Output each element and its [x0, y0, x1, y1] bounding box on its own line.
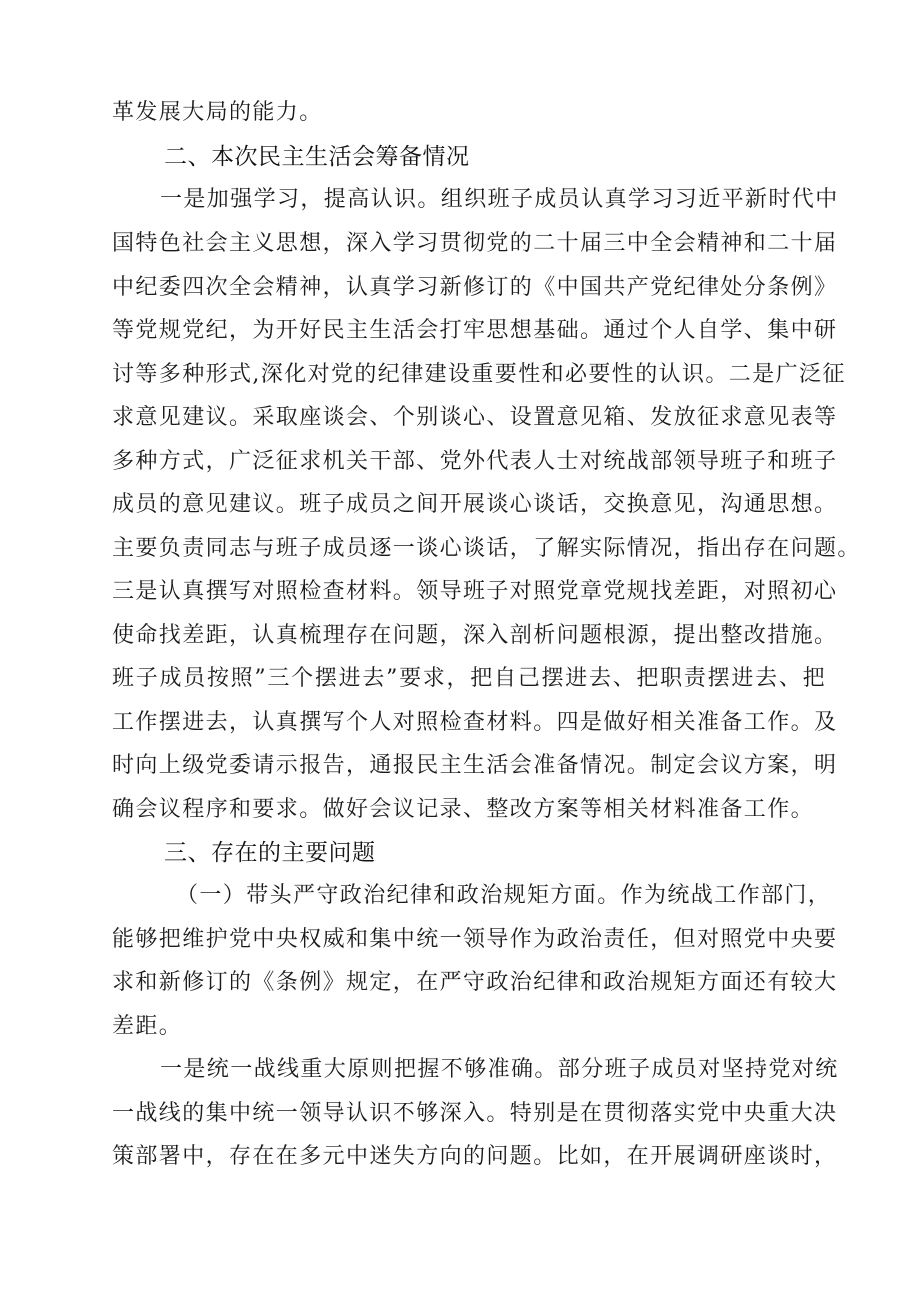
section-heading-3: 三、存在的主要问题	[164, 840, 376, 866]
paragraph-line: 班子成员按照”三个摆进去”要求，把自己摆进去、把职责摆进去、把	[112, 666, 826, 691]
paragraph-line: 确会议程序和要求。做好会议记录、整改方案等相关材料准备工作。	[112, 797, 815, 822]
subsection-line: （一）带头严守政治纪律和政治规矩方面。作为统战工作部门，	[176, 883, 832, 908]
paragraph-line: 一是统一战线重大原则把握不够准确。部分班子成员对坚持党对统	[160, 1057, 839, 1082]
paragraph-line: 中纪委四次全会精神，认真学习新修订的《中国共产党纪律处分条例》	[112, 275, 838, 300]
section-heading-2: 二、本次民主生活会筹备情况	[164, 144, 470, 170]
paragraph-line: 时向上级党委请示报告，通报民主生活会准备情况。制定会议方案，明	[112, 753, 838, 778]
paragraph-line: 成员的意见建议。班子成员之间开展谈心谈话，交换意见，沟通思想。	[112, 492, 838, 517]
paragraph-line: 策部署中，存在在多元中迷失方向的问题。比如，在开展调研座谈时，	[112, 1144, 838, 1169]
paragraph-line: 一战线的集中统一领导认识不够深入。特别是在贯彻落实党中央重大决	[112, 1101, 838, 1126]
paragraph-line: 三是认真撰写对照检查材料。领导班子对照党章党规找差距，对照初心	[112, 579, 838, 604]
paragraph-line: 一是加强学习，提高认识。组织班子成员认真学习习近平新时代中	[160, 187, 839, 212]
paragraph-line: 能够把维护党中央权威和集中统一领导作为政治责任，但对照党中央要	[112, 927, 838, 952]
paragraph-line: 等党规党纪，为开好民主生活会打牢思想基础。通过个人自学、集中研	[112, 318, 838, 343]
paragraph-line: 工作摆进去，认真撰写个人对照检查材料。四是做好相关准备工作。及	[112, 710, 838, 735]
paragraph-line: 国特色社会主义思想，深入学习贯彻党的二十届三中全会精神和二十届	[112, 231, 838, 256]
paragraph-line: 差距。	[112, 1014, 183, 1039]
paragraph-line: 使命找差距，认真梳理存在问题，深入剖析问题根源，提出整改措施。	[112, 623, 838, 648]
body-line: 革发展大局的能力。	[112, 100, 323, 125]
paragraph-line: 求意见建议。采取座谈会、个别谈心、设置意见箱、发放征求意见表等	[112, 405, 838, 430]
paragraph-line: 讨等多种形式,深化对党的纪律建设重要性和必要性的认识。二是广泛征	[112, 362, 846, 387]
paragraph-line: 多种方式，广泛征求机关干部、党外代表人士对统战部领导班子和班子	[112, 449, 838, 474]
paragraph-line: 求和新修订的《条例》规定，在严守政治纪律和政治规矩方面还有较大	[112, 970, 838, 995]
paragraph-line: 主要负责同志与班子成员逐一谈心谈话，了解实际情况，指出存在问题。	[112, 536, 861, 561]
